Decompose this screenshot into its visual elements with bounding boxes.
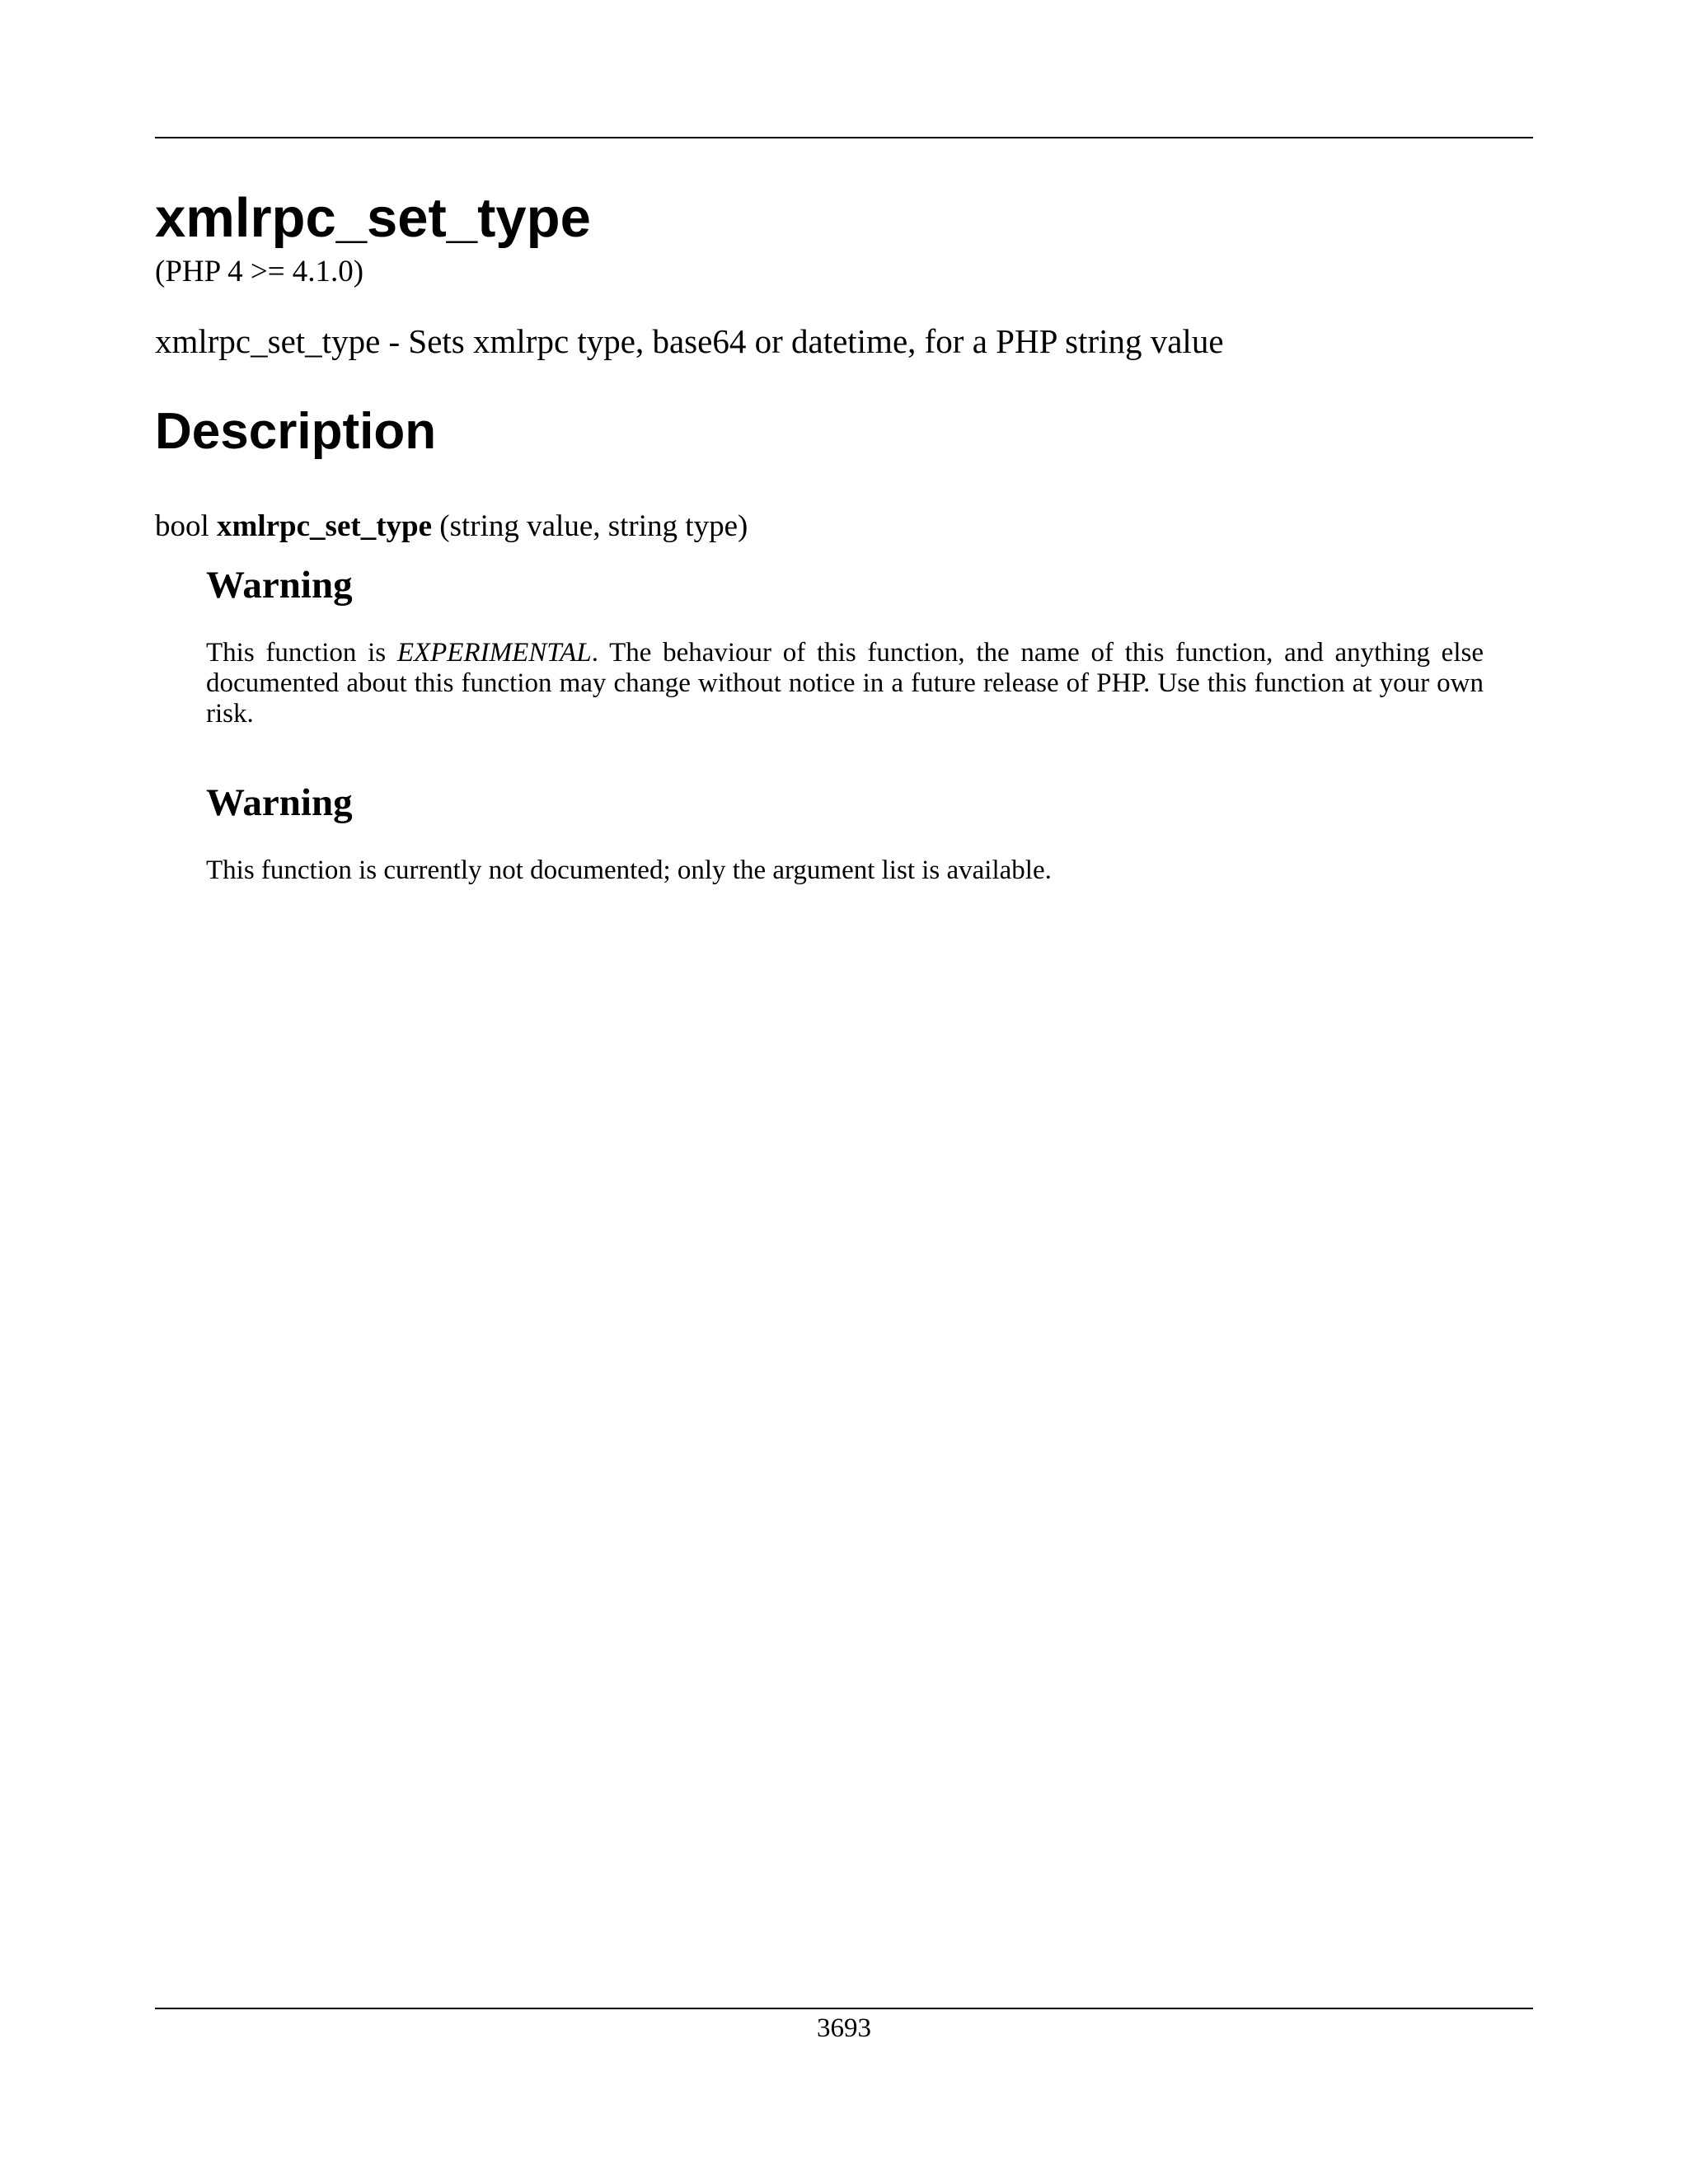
header-rule (155, 137, 1533, 138)
footer-rule (155, 2008, 1533, 2009)
warning-text-undocumented: This function is currently not documented; only the argument list is available. (206, 855, 1052, 885)
function-name: xmlrpc_set_type (217, 509, 433, 543)
warning-title-undocumented: Warning (206, 781, 353, 824)
function-synopsis (155, 509, 748, 545)
version-info: (PHP 4 >= 4.1.0) (155, 255, 364, 288)
warning-text-experimental: This function is EXPERIMENTAL. The behaviour of this function, the name of this function, and anything else documented about this function may change without notice in a future release of PHP. Use this function at your own risk. (206, 638, 1484, 729)
experimental-emphasis: EXPERIMENTAL (396, 638, 592, 668)
page-number: 3693 (817, 2013, 871, 2043)
description-heading: Description (155, 403, 437, 460)
function-summary: xmlrpc_set_type - Sets xmlrpc type, base64 or datetime, for a PHP string value (155, 322, 1224, 360)
return-type: bool (155, 509, 218, 543)
function-parameters: (string value, string type) (432, 509, 748, 543)
page-title: xmlrpc_set_type (155, 187, 591, 249)
warning-title-experimental: Warning (206, 564, 353, 607)
